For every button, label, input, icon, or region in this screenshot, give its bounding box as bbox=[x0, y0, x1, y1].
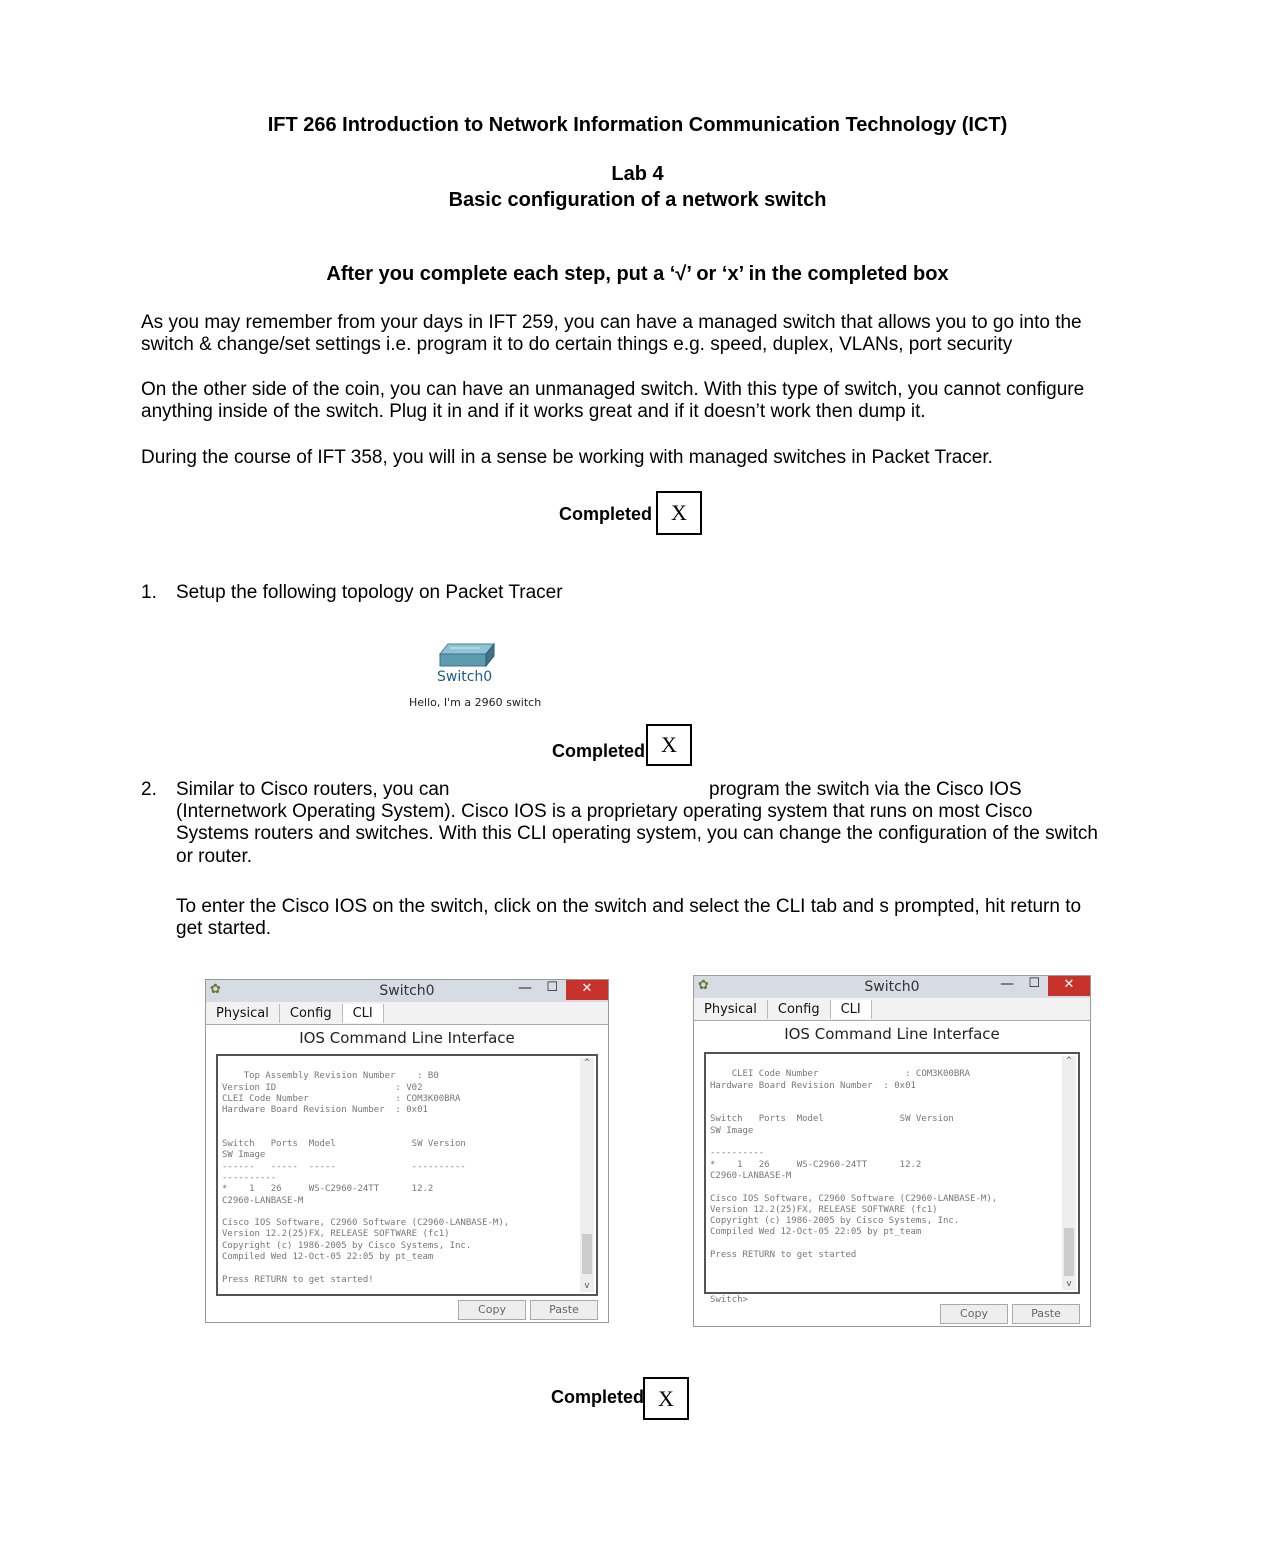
completed-box-2[interactable]: X bbox=[646, 724, 692, 766]
tab-cli[interactable]: CLI bbox=[831, 1000, 872, 1019]
tab-cli[interactable]: CLI bbox=[343, 1004, 384, 1023]
step2-line3: Systems routers and switches. With this CLI operating system, you can change the configuration of the switch bbox=[176, 823, 1098, 844]
intro-para2-line1: On the other side of the coin, you can have an unmanaged switch. With this type of switch, you cannot configure bbox=[141, 379, 1085, 400]
scroll-down-icon[interactable]: v bbox=[1066, 1278, 1072, 1289]
lab-subtitle: Basic configuration of a network switch bbox=[448, 189, 827, 211]
paste-button[interactable]: Paste bbox=[1012, 1304, 1080, 1324]
cli-window-left bbox=[205, 979, 609, 1323]
tab-physical[interactable]: Physical bbox=[206, 1004, 280, 1023]
intro-para2-line2: anything inside of the switch. Plug it in and if it works great and if it doesn’t work then dump it. bbox=[141, 401, 926, 422]
tab-config[interactable]: Config bbox=[280, 1004, 343, 1023]
scroll-up-icon[interactable]: ^ bbox=[1066, 1056, 1072, 1066]
course-title: IFT 266 Introduction to Network Information Communication Technology (ICT) bbox=[267, 114, 1008, 136]
cli-window-left-titlebar[interactable] bbox=[206, 980, 608, 1002]
maximize-icon[interactable]: ☐ bbox=[546, 980, 558, 995]
cli-buttons-left bbox=[454, 1298, 598, 1320]
cli-terminal-left-text: Top Assembly Revision Number : B0 Version ID : V02 CLEI Code Number : COM3K00BRA Hardware Board Revision Number : 0x01 Switch Ports Model SW Version SW Image ------ ----- ----- ---------- ---------- * 1 26 WS-C2960-24TT 12.2 C2960-LANBASE-M Cisco IOS Software, C2960 Software (C2960-LANBASE-M), Version 12.2(25)FX, RELEASE SOFTWARE (fc1) Copyright (c) 1986-2005 by Cisco Systems, Inc. Compiled Wed 12-Oct-05 22:05 by pt_team Press RETURN to get started! bbox=[222, 1071, 510, 1285]
paste-button[interactable]: Paste bbox=[530, 1300, 598, 1320]
cli-terminal-left[interactable] bbox=[216, 1054, 598, 1296]
intro-para1-line1: As you may remember from your days in IFT 259, you can have a managed switch that allows you to go into the bbox=[141, 312, 1082, 333]
step2-line5: To enter the Cisco IOS on the switch, click on the switch and select the CLI tab and s prompted, hit return to bbox=[176, 896, 1082, 917]
minimize-icon[interactable]: — bbox=[518, 980, 532, 996]
completed-label-2: Completed bbox=[552, 741, 646, 761]
scroll-down-icon[interactable]: v bbox=[584, 1280, 590, 1291]
completed-label-1: Completed bbox=[559, 504, 653, 524]
cli-buttons-right bbox=[936, 1302, 1080, 1324]
packet-tracer-icon: ✿ bbox=[698, 978, 709, 993]
tab-physical[interactable]: Physical bbox=[694, 1000, 768, 1019]
scroll-thumb[interactable] bbox=[582, 1234, 592, 1274]
cli-window-left-tabs bbox=[206, 1002, 608, 1025]
step2-line1b: program the switch via the Cisco IOS bbox=[709, 779, 1022, 800]
completed-label-3: Completed bbox=[551, 1387, 645, 1407]
step1-number: 1. bbox=[141, 582, 157, 603]
step2-line6: get started. bbox=[176, 918, 272, 939]
step2-line1a: Similar to Cisco routers, you can bbox=[176, 779, 450, 800]
switch-note: Hello, I'm a 2960 switch bbox=[409, 696, 542, 709]
maximize-icon[interactable]: ☐ bbox=[1028, 976, 1040, 991]
cli-heading: IOS Command Line Interface bbox=[784, 1025, 1000, 1043]
scroll-thumb[interactable] bbox=[1064, 1228, 1074, 1276]
cli-terminal-right[interactable] bbox=[704, 1052, 1080, 1306]
step1-text: Setup the following topology on Packet Tracer bbox=[176, 582, 563, 603]
scroll-up-icon[interactable]: ^ bbox=[584, 1058, 590, 1068]
copy-button[interactable]: Copy bbox=[940, 1304, 1008, 1324]
cli-scrollbar-right[interactable] bbox=[1062, 1056, 1076, 1290]
close-icon[interactable]: ✕ bbox=[1048, 976, 1090, 996]
completed-box-3[interactable]: X bbox=[643, 1377, 689, 1420]
instruction: After you complete each step, put a ‘√’ or ‘x’ in the completed box bbox=[326, 263, 949, 285]
step2-line4: or router. bbox=[176, 846, 253, 867]
step2-number: 2. bbox=[141, 779, 157, 800]
cli-window-right-title: Switch0 bbox=[864, 979, 920, 995]
tab-config[interactable]: Config bbox=[768, 1000, 831, 1019]
close-icon[interactable]: ✕ bbox=[566, 980, 608, 1000]
cli-window-right-tabs bbox=[694, 998, 1090, 1021]
cli-window-left-title: Switch0 bbox=[379, 983, 435, 999]
minimize-icon[interactable]: — bbox=[1000, 976, 1014, 992]
cli-heading: IOS Command Line Interface bbox=[299, 1029, 515, 1047]
completed-box-1[interactable]: X bbox=[656, 491, 702, 535]
switch-icon[interactable] bbox=[440, 642, 494, 668]
copy-button[interactable]: Copy bbox=[458, 1300, 526, 1320]
lab-number: Lab 4 bbox=[611, 163, 664, 185]
cli-scrollbar-left[interactable] bbox=[580, 1058, 594, 1292]
cli-terminal-right-text: CLEI Code Number : COM3K00BRA Hardware Board Revision Number : 0x01 Switch Ports Model SW Version SW Image ---------- * 1 26 WS-C2960-24TT 12.2 C2960-LANBASE-M Cisco IOS Software, C2960 Software (C2960-LANBASE-M), Version 12.2(25)FX, RELEASE SOFTWARE (fc1) Copyright (c) 1986-2005 by Cisco Systems, Inc. Compiled Wed 12-Oct-05 22:05 by pt_team Press RETURN to get started Switch> bbox=[710, 1069, 998, 1306]
step2-line2: (Internetwork Operating System). Cisco IOS is a proprietary operating system that runs on most Cisco bbox=[176, 801, 1033, 822]
cli-window-right-titlebar[interactable] bbox=[694, 976, 1090, 998]
packet-tracer-icon: ✿ bbox=[210, 982, 221, 997]
intro-para3: During the course of IFT 358, you will in a sense be working with managed switches in Packet Tracer. bbox=[141, 447, 993, 468]
cli-window-right bbox=[693, 975, 1091, 1327]
switch-name: Switch0 bbox=[437, 669, 493, 685]
intro-para1-line2: switch & change/set settings i.e. program it to do certain things e.g. speed, duplex, VLANs, port security bbox=[141, 334, 1013, 355]
